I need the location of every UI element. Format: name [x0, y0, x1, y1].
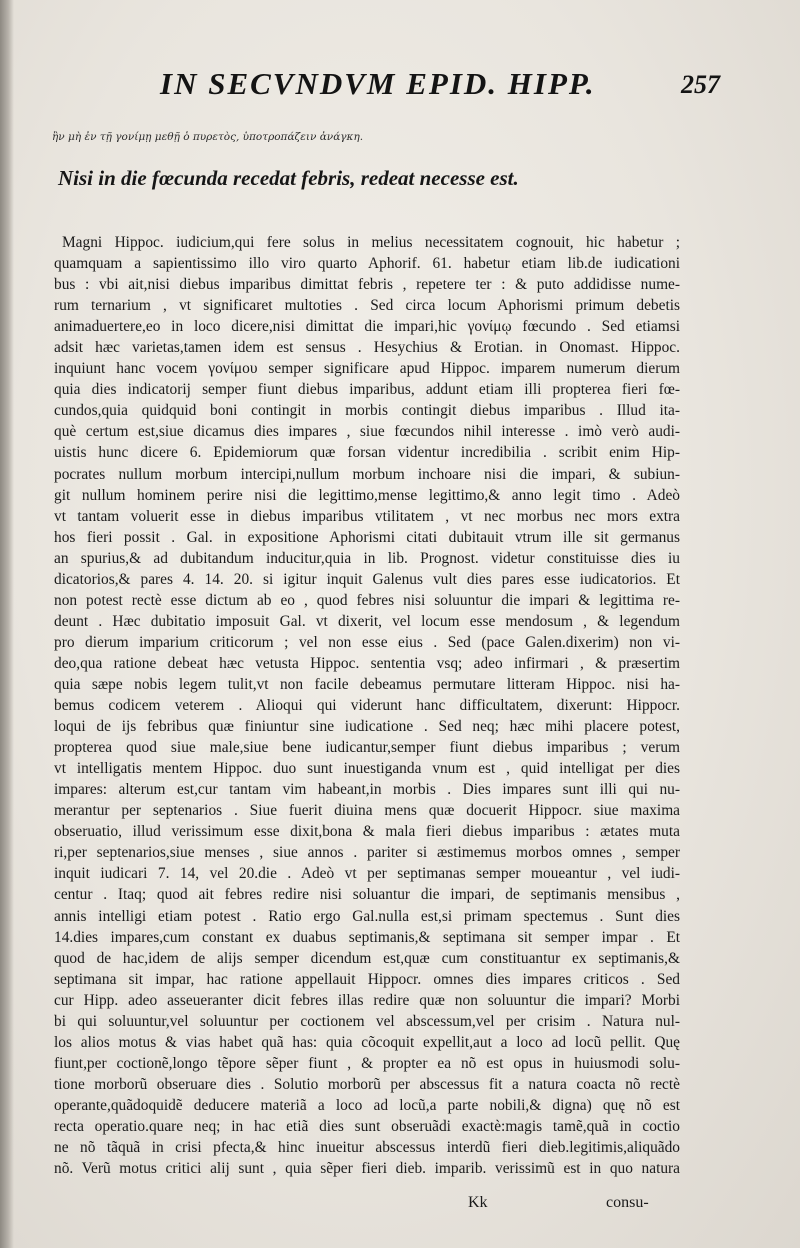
text-line: inquit iudicari 7. 14, vel 20.die . Adeò vt per septimanas semper moueantur , vel iudi-	[54, 865, 680, 883]
text-line: bi qui soluuntur,vel soluuntur per coctionem vel abscessum,vel per crisim . Natura nul-	[54, 1012, 680, 1030]
text-line: animaduertere,eo in loco dicere,nisi dimittat die impari,hic γονίμῳ fœcundo . Sed etiamsi	[54, 318, 680, 336]
text-line: septimana sit impar, hac ratione appellauit Hippocr. omnes dies impares criticos . Sed	[54, 970, 680, 988]
text-line: centur . Itaq; quod ait febres redire nisi soluantur die impari, de septimanis mensibus ,	[54, 886, 680, 904]
text-line: ne nõ tãquã in crisi pfecta,& hinc inueitur abscessus interdũ fieri dieb.legitimis,aliquãdo	[54, 1139, 680, 1157]
text-line: operante,quãdoquidẽ deducere materiã a loco ad locũ,a parte nobili,& digna) quę nõ est	[54, 1096, 680, 1114]
text-line: dicatorios,& pares 4. 14. 20. si igitur inquit Galenus vult dies pares esse iudicatorios. Et	[54, 570, 680, 588]
text-line: git nullum hominem perire nisi die legittimo,mense legittimo,& anno legit timo . Adeò	[54, 486, 680, 504]
text-line: rum ternarium , vt significaret multoties . Sed circa locum Aphorismi primum debetis	[54, 297, 680, 315]
text-line: cundos,quia quidquid boni contingit in morbis contingit diebus imparibus . Illud ita-	[54, 402, 680, 420]
text-line: nõ. Verũ motus critici alij sunt , quia sẽper fieri dieb. imparib. verissimũ est in quo natura	[54, 1160, 680, 1178]
text-line: quia dies indicatorij semper fiunt diebus imparibus, addunt etiam illi propterea fieri fœ-	[54, 381, 680, 399]
text-line: 14.dies impares,cum constant ex duabus septimanis,& septimana sit semper impar . Et	[54, 928, 680, 946]
text-line: recta operatio.quare neq; in hac etiã dies sunt obseruãdi exactè:magis tamẽ,quã in coctio	[54, 1117, 680, 1135]
text-line: uistis hunc dicere 6. Epidemiorum quæ forsan videntur incredibilia . scribit enim Hip-	[54, 444, 680, 462]
text-line: pocrates nullum morbum intercipi,nullum morbum inchoare nisi die impari, & subiun-	[54, 465, 680, 483]
text-line: quamquam a sapientissimo illo viro quarto Aphorif. 61. habetur etiam lib.de iudicationi	[54, 255, 680, 273]
text-line: Magni Hippoc. iudicium,qui fere solus in melius necessitatem cognouit, hic habetur ;	[62, 234, 680, 251]
text-line: non potest rectè esse dictum ab eo , quod febres nisi soluuntur die impari & legittima re-	[54, 591, 680, 609]
text-line: quod de hac,idem de alijs semper dicendum est,quæ cum constituantur ex septimanis,&	[54, 949, 680, 967]
text-line: loqui de ijs febribus quæ finiuntur sine iudicatione . Sed neq; hæc mihi placere potest,	[54, 718, 680, 736]
text-line: tione morborũ obseruare dies . Solutio morborũ per abscessus fit a natura coacta nõ rectè	[54, 1075, 680, 1093]
text-line: an spurius,& ad dubitandum inducitur,quia in lib. Prognost. videtur constituisse dies iu	[54, 549, 680, 567]
text-line: los alios motus & vias habet quã has: quia cõcoquit expellit,aut a loco ad locũ pellit. Quę	[54, 1033, 680, 1051]
text-line: hos fieri possit . Gal. in expositione Aphorismi citati dubitauit vtrum ille sit germanus	[54, 528, 680, 546]
page-number: 257	[681, 70, 720, 99]
page-gutter-shadow	[0, 0, 14, 1248]
text-line: adsit hæc varietas,tamen idem est sensus . Hesychius & Erotian. in Onomast. Hippoc.	[54, 339, 680, 357]
catchword: consu-	[606, 1194, 649, 1211]
text-line: deo,qua ratione debeat hæc vetusta Hippoc. sententia vsq; adeo infirmari , & præsertim	[54, 654, 680, 672]
page-header	[160, 66, 720, 106]
text-line: obseruatio, illud verissimum esse dixit,bona & mala fieri diebus imparibus : ætates muta	[54, 823, 680, 841]
text-line: quia sæpe nobis legem tulit,vt non facile debeamus permutare litteram Hippoc. nisi ha-	[54, 675, 680, 693]
text-line: bemus codicem veterem . Alioqui qui viderunt hanc difficultatem, dixerunt: Hippocr.	[54, 697, 680, 715]
running-title: IN SECVNDVM EPID. HIPP.	[160, 66, 596, 101]
text-line: cur Hipp. adeo asseueranter dicit febres illas redire quæ non soluuntur die impari? Morbi	[54, 991, 680, 1009]
text-line: merantur per septenarios . Siue fuerit diuina mens quæ docuerit Hippocr. siue maxima	[54, 802, 680, 820]
text-line: inquiunt hanc vocem γονίμου semper significare apud Hippoc. imparem numerum dierum	[54, 360, 680, 378]
text-line: propterea quod siue male,siue bene iudicantur,semper fiunt diebus imparibus ; verum	[54, 739, 680, 757]
text-line: impares: alterum est,cur tantam vim habeant,in morbis . Dies impares sunt illi qui nu-	[54, 781, 680, 799]
text-line: vt intelligatis mentem Hippoc. duo sunt inuestiganda vnum est , quid intelligat per dies	[54, 760, 680, 778]
text-line: annis intelligi etiam potest . Ratio ergo Gal.nulla est,si primam spectemus . Sunt dies	[54, 907, 680, 925]
signature-mark: Kk	[468, 1194, 488, 1211]
text-line: deunt . Hæc dubitatio imposuit Gal. vt dixerit, vel locum esse mendosum , & legendum	[54, 612, 680, 630]
text-line: fiunt,per coctionẽ,longo tẽpore sẽper fiunt , & propter ea nõ est opus in huiusmodi solu-	[54, 1054, 680, 1072]
greek-lemma: ἢν μὴ ἐν τῇ γονίμῃ μεθῇ ὁ πυρετὸς, ὑποτροπάζειν ἀνάγκη.	[52, 131, 364, 143]
latin-lemma: Nisi in die fœcunda recedat febris, redeat necesse est.	[58, 166, 519, 190]
text-line: bus : vbi ait,nisi diebus imparibus dimittat febris , repetere ter : & puto addidisse nume-	[54, 276, 680, 294]
text-line: vt tantam voluerit esse in diebus imparibus vtilitatem , vt nec morbus nec mors extra	[54, 507, 680, 525]
body-text	[54, 232, 680, 1179]
text-line: què certum est,siue dicamus dies impares , siue fœcundos nihil interesse . imò verò audi-	[54, 423, 680, 441]
text-line: ri,per septenarios,siue menses , siue annos . pariter si æstimemus morbos omnes , semper	[54, 844, 680, 862]
text-line: pro dierum imparium criticorum ; vel non esse eius . Sed (pace Galen.dixerim) non vi-	[54, 633, 680, 651]
